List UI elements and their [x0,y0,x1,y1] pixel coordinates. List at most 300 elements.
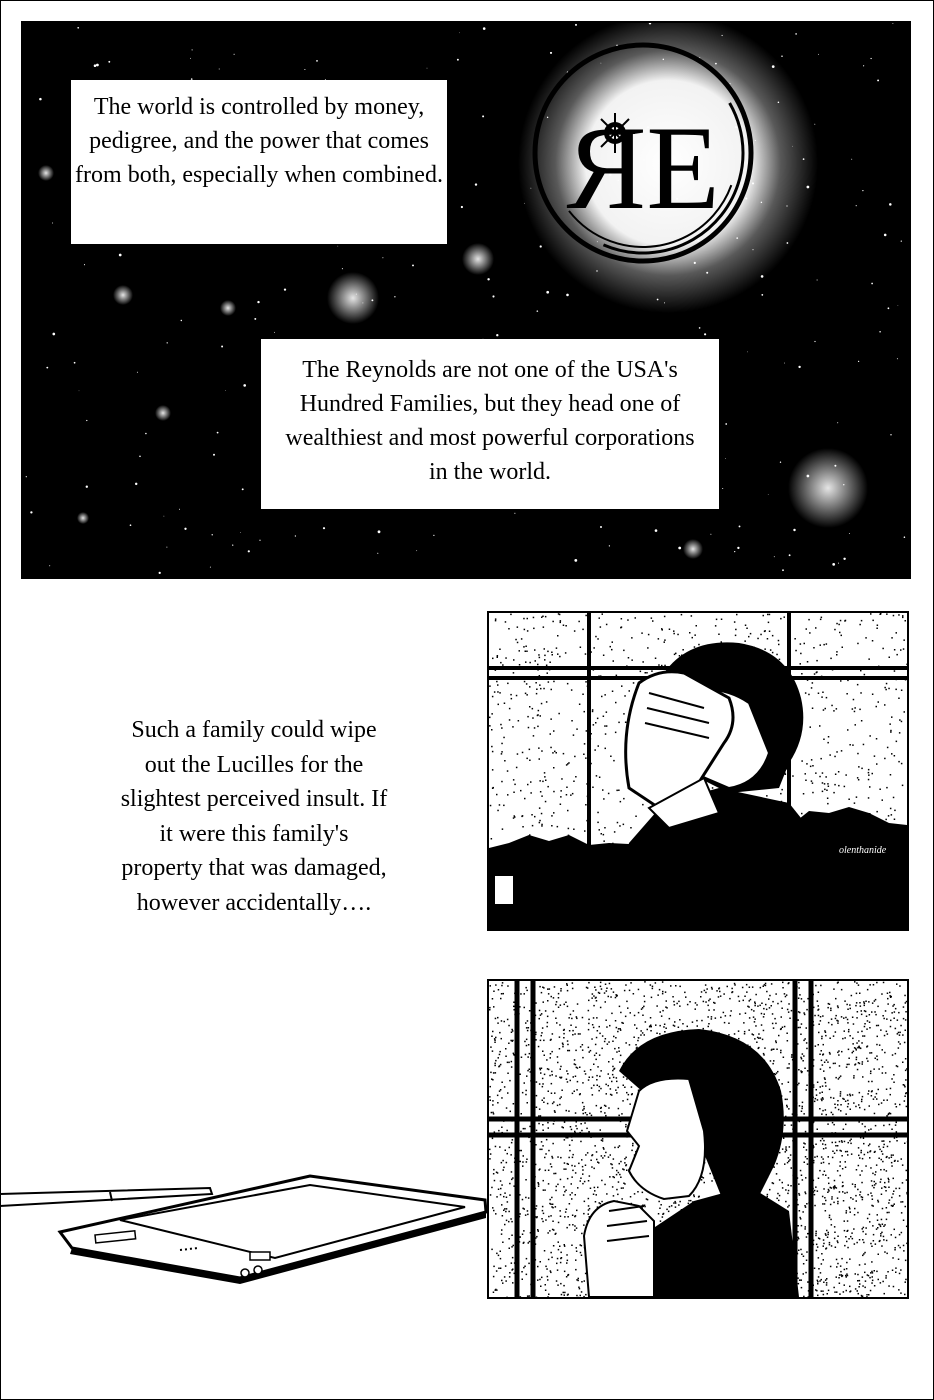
speck [896,1106,898,1108]
speck [646,672,648,674]
speck [661,665,663,667]
speck [506,1107,508,1109]
speck [596,1194,598,1196]
speck [674,1201,676,1203]
speck [798,1019,800,1021]
speck [560,1258,562,1260]
star [221,346,223,348]
speck [514,784,516,786]
speck [781,1028,783,1030]
speck [895,1028,897,1030]
speck [502,1282,504,1284]
speck [832,1157,834,1159]
speck [597,718,599,720]
speck [543,1102,545,1104]
speck [557,653,559,655]
speck [865,637,867,639]
speck [612,641,614,643]
speck [744,1033,746,1035]
speck [623,1169,625,1171]
speck [782,987,784,989]
speck [864,1252,866,1254]
speck [826,790,828,792]
star [697,240,699,242]
speck [815,1233,817,1235]
speck [814,1101,816,1103]
speck [520,790,522,792]
speck [520,1131,522,1133]
speck [616,995,618,997]
speck [689,1001,691,1003]
speck [588,1131,590,1133]
speck [489,717,491,719]
speck [564,1139,566,1141]
speck [891,1234,893,1236]
speck [564,1244,566,1246]
speck [772,1182,774,1184]
speck [857,643,859,645]
speck [772,1001,774,1003]
speck [562,1043,564,1045]
speck [572,988,574,990]
speck [825,1035,827,1037]
speck [527,630,529,632]
speck [529,1053,531,1055]
speck [551,1166,553,1168]
speck [624,1183,626,1185]
panel-man-forehead-art [489,613,907,929]
speck [703,1001,705,1003]
speck [811,759,813,761]
speck [543,626,545,628]
speck [738,1038,740,1040]
speck [584,830,586,832]
speck [508,628,510,630]
speck [827,1123,829,1125]
speck [585,615,587,617]
speck [524,1208,526,1210]
speck [750,999,752,1001]
speck [782,1182,784,1184]
star [243,384,246,387]
speck [581,1159,583,1161]
speck [523,618,525,620]
speck [772,652,774,654]
speck [594,1187,596,1189]
speck [899,1247,901,1249]
speck [625,1126,627,1128]
speck [842,1186,844,1188]
speck [580,1252,582,1254]
speck [839,1077,841,1079]
speck [763,1053,765,1055]
star [787,242,789,244]
speck [846,693,848,695]
speck [505,1211,507,1213]
speck [859,709,861,711]
speck [895,1103,897,1105]
speck [539,1279,541,1281]
speck [840,1265,842,1267]
speck [597,1085,599,1087]
speck [828,736,830,738]
speck [852,1238,854,1240]
speck [544,659,546,661]
speck [878,666,880,668]
speck [518,720,520,722]
speck [577,1081,579,1083]
speck [679,986,681,988]
speck [496,1270,498,1272]
speck [541,1035,543,1037]
speck [503,1169,505,1171]
star [540,245,542,247]
speck [784,993,786,995]
speck [610,756,612,758]
speck [875,1171,877,1173]
speck [508,1221,510,1223]
speck [757,1037,759,1039]
speck [874,1270,876,1272]
speck [524,1007,526,1009]
speck [606,725,608,727]
speck [763,615,765,617]
speck [627,1007,629,1009]
speck [489,1096,491,1098]
speck [723,1012,725,1014]
speck [503,993,505,995]
speck [891,1205,893,1207]
star [904,536,906,538]
speck [526,1075,528,1077]
speck [781,1008,783,1010]
speck [601,833,603,835]
speck [556,1022,558,1024]
speck [902,1062,904,1064]
speck [582,694,584,696]
star [678,547,681,550]
star [663,59,664,60]
speck [578,1287,580,1289]
speck [861,1196,863,1198]
speck [623,1085,625,1087]
speck [603,834,605,836]
speck [673,1001,675,1003]
speck [891,1165,893,1167]
speck [821,676,823,678]
star [730,83,731,84]
speck [625,1124,627,1126]
speck [491,746,493,748]
speck [818,1237,820,1239]
speck [866,1294,868,1296]
speck [563,1168,565,1170]
speck [857,684,859,686]
speck [865,1011,867,1013]
speck [544,776,546,778]
speck [593,1194,595,1196]
speck [573,1010,575,1012]
speck [905,1079,907,1081]
speck [607,1043,609,1045]
speck [605,984,607,986]
speck [903,1250,905,1252]
speck [835,1145,837,1147]
speck [728,1034,730,1036]
speck [516,695,518,697]
speck [906,1001,907,1003]
speck [820,644,822,646]
speck [829,754,831,756]
speck [585,1073,587,1075]
speck [887,1099,889,1101]
speck [621,618,623,620]
speck [511,1142,513,1144]
speck [891,1197,893,1199]
speck [542,1083,544,1085]
speck [801,1279,803,1281]
speck [501,1127,503,1129]
speck [834,1104,836,1106]
speck [831,1224,833,1226]
speck [866,1058,868,1060]
speck [874,1096,876,1098]
speck [526,694,528,696]
speck [906,664,907,666]
speck [501,1162,503,1164]
speck [824,1197,826,1199]
speck [797,1237,799,1239]
speck [520,993,522,995]
speck [837,1104,839,1106]
speck [596,1151,598,1153]
speck [861,1042,863,1044]
speck [818,992,820,994]
speck [594,1145,596,1147]
speck [886,1089,888,1091]
speck [763,1016,765,1018]
speck [706,988,708,990]
speck [540,1069,542,1071]
speck [694,646,696,648]
speck [875,1183,877,1185]
speck [596,1017,598,1019]
speck [888,1181,890,1183]
speck [552,1103,554,1105]
speck [834,1291,836,1293]
speck [820,1086,822,1088]
speck [583,1296,585,1297]
speck [862,1096,864,1098]
speck [843,1129,845,1131]
speck [893,1004,895,1006]
speck [776,1042,778,1044]
speck [599,777,601,779]
speck [591,1166,593,1168]
speck [622,1187,624,1189]
speck [526,1258,528,1260]
speck [817,1082,819,1084]
star-cluster [77,512,89,524]
speck [642,804,644,806]
speck [658,638,660,640]
speck [542,1145,544,1147]
speck [891,1154,893,1156]
speck [890,1020,892,1022]
speck [512,1257,514,1259]
speck [576,1210,578,1212]
speck [891,716,893,718]
speck [877,1227,879,1229]
speck [805,1177,807,1179]
speck [567,683,569,685]
star [782,569,784,571]
speck [560,622,562,624]
speck [536,1205,538,1207]
speck [500,1064,502,1066]
speck [817,1009,819,1011]
speck [806,1158,808,1160]
speck [516,767,518,769]
speck [898,1259,900,1261]
speck [642,661,644,663]
speck [584,711,586,713]
speck [779,1195,781,1197]
speck [816,1244,818,1246]
speck [842,1182,844,1184]
speck [905,1260,907,1262]
speck [853,676,855,678]
star [609,545,610,546]
speck [632,1145,634,1147]
speck [547,651,549,653]
star [137,372,138,373]
speck [827,783,829,785]
speck [630,1012,632,1014]
speck [798,1083,800,1085]
speck [545,1266,547,1268]
speck [505,657,507,659]
speck [857,1290,859,1292]
speck [831,1024,833,1026]
speck [538,710,540,712]
speck [833,1124,835,1126]
speck [844,1230,846,1232]
speck [647,647,649,649]
speck [684,992,686,994]
speck [837,1022,839,1024]
speck [829,1215,831,1217]
speck [888,1202,890,1204]
speck [881,1187,883,1189]
speck [871,1246,873,1248]
speck [624,990,626,992]
speck [502,1215,504,1217]
speck [618,722,620,724]
speck [830,658,832,660]
speck [534,649,536,651]
speck [873,1098,875,1100]
speck [658,664,660,666]
speck [849,1208,851,1210]
speck [806,1203,808,1205]
speck [600,986,602,988]
speck [747,1006,749,1008]
speck [594,749,596,751]
speck [871,1090,873,1092]
speck [694,634,696,636]
star [225,390,226,391]
speck [821,1263,823,1265]
speck [862,1276,864,1278]
speck [835,1077,837,1079]
speck [536,1081,538,1083]
speck [859,1194,861,1196]
speck [809,632,811,634]
star [139,456,141,458]
speck [862,1228,864,1230]
speck [881,1194,883,1196]
star [212,534,213,535]
speck [892,1154,894,1156]
speck [785,1099,787,1101]
speck [850,1139,852,1141]
star [284,288,286,290]
speck [628,657,630,659]
speck [535,660,537,662]
speck [501,781,503,783]
speck [825,776,827,778]
speck [524,1041,526,1043]
speck [537,726,539,728]
speck [608,996,610,998]
speck [545,1010,547,1012]
speck [902,1164,904,1166]
speck [872,1199,874,1201]
speck [823,1140,825,1142]
speck [507,794,509,796]
speck [883,1239,885,1241]
speck [836,654,838,656]
speck [567,763,569,765]
speck [501,753,503,755]
speck [780,1052,782,1054]
speck [893,1074,895,1076]
speck [877,1214,879,1216]
speck [572,982,574,984]
speck [864,1005,866,1007]
speck [744,996,746,998]
speck [572,1170,574,1172]
speck [882,648,884,650]
speck [856,993,858,995]
speck [889,657,891,659]
speck [902,1034,904,1036]
speck [906,1170,908,1172]
speck [526,1027,528,1029]
speck [878,1146,880,1148]
speck [872,1185,874,1187]
speck [879,1224,881,1226]
speck [821,1100,823,1102]
star [699,57,700,58]
speck [501,1020,503,1022]
speck [523,1155,525,1157]
speck [662,1010,664,1012]
speck [892,1257,894,1259]
speck [742,987,744,989]
speck [757,638,759,640]
